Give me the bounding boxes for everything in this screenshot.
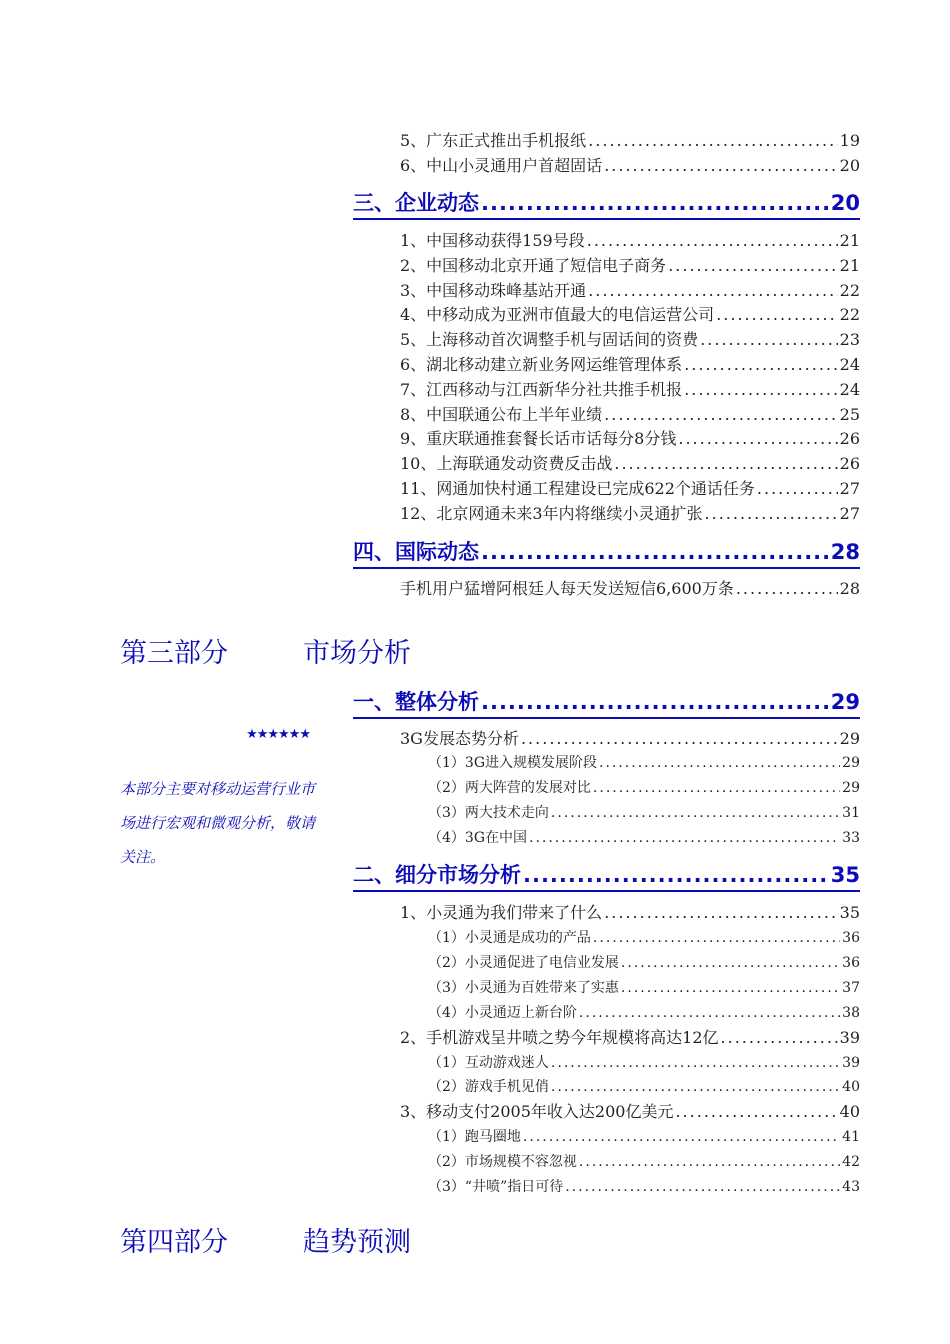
toc-entry-page: 36 [842, 930, 860, 946]
leader-dots [757, 478, 838, 500]
toc-entry-label: 2、手机游戏呈井喷之势今年规模将高达12亿 [400, 1028, 719, 1047]
part-number: 第三部分 [120, 638, 228, 669]
part-heading [120, 637, 411, 671]
toc-section-heading[interactable] [353, 538, 860, 569]
toc-entry[interactable] [400, 728, 860, 750]
toc-subentry[interactable] [428, 778, 860, 798]
toc-entry-page: 38 [842, 1005, 860, 1021]
toc-subentry[interactable] [428, 1152, 860, 1172]
toc-entry-label: 6、中山小灵通用户首超固话 [400, 156, 603, 175]
toc-entry-page: 24 [839, 380, 860, 399]
toc-entry-page: 26 [839, 454, 860, 473]
toc-entry-label: 10、上海联通发动资费反击战 [400, 454, 613, 473]
toc-entry[interactable] [400, 329, 860, 351]
leader-dots [588, 280, 837, 302]
toc-entry-label: （4）小灵通迈上新台阶 [428, 1005, 577, 1021]
toc-entry-page: 40 [839, 1102, 860, 1121]
toc-entry-label: （3）两大技术走向 [428, 805, 549, 821]
toc-entry-label: 3G发展态势分析 [400, 729, 519, 748]
toc-section-heading[interactable] [353, 189, 860, 220]
toc-entry-page: 26 [839, 429, 860, 448]
toc-entry-label: 6、湖北移动建立新业务网运维管理体系 [400, 355, 683, 374]
toc-entry[interactable] [400, 304, 860, 326]
toc-entry-label: 手机用户猛增阿根廷人每天发送短信6,600万条 [400, 579, 734, 598]
leader-dots [604, 155, 837, 177]
toc-entry-page: 29 [839, 729, 860, 748]
leader-dots [678, 428, 837, 450]
toc-subentry[interactable] [428, 803, 860, 823]
toc-entry-label: （2）两大阵营的发展对比 [428, 780, 591, 796]
leader-dots [721, 1027, 838, 1049]
decorative-stars: ★★★★★★ [246, 727, 310, 742]
leader-dots [614, 453, 837, 475]
toc-subentry[interactable] [428, 828, 860, 848]
toc-entry-page: 43 [842, 1179, 860, 1195]
toc-subentry[interactable] [428, 1127, 860, 1147]
toc-entry-page: 33 [842, 830, 860, 846]
toc-subentry[interactable] [428, 953, 860, 973]
toc-subentry[interactable] [428, 1053, 860, 1073]
toc-entry-label: （1）互动游戏迷人 [428, 1055, 549, 1071]
toc-entry[interactable] [400, 379, 860, 401]
leader-dots [668, 255, 837, 277]
section-page: 29 [830, 690, 860, 714]
part-heading [120, 1226, 411, 1260]
toc-entry[interactable] [400, 155, 860, 177]
leader-dots [593, 778, 840, 798]
toc-entry-label: 5、广东正式推出手机报纸 [400, 131, 587, 150]
toc-subentry[interactable] [428, 753, 860, 773]
section-page: 20 [830, 191, 860, 215]
toc-entry-label: （1）小灵通是成功的产品 [428, 930, 591, 946]
toc-subentry[interactable] [428, 928, 860, 948]
leader-dots [705, 503, 838, 525]
leader-dots [621, 978, 840, 998]
toc-entry[interactable] [400, 428, 860, 450]
toc-entry-label: 5、上海移动首次调整手机与固话间的资费 [400, 330, 699, 349]
toc-entry-page: 21 [839, 256, 860, 275]
toc-entry-page: 39 [842, 1055, 860, 1071]
leader-dots [551, 803, 840, 823]
toc-entry[interactable] [400, 902, 860, 924]
leader-dots [684, 379, 837, 401]
toc-entry-label: 7、江西移动与江西新华分社共推手机报 [400, 380, 683, 399]
toc-entry-page: 28 [839, 579, 860, 598]
part-note: 本部分主要对移动运营行业市场进行宏观和微观分析，敬请关注。 [120, 780, 316, 866]
leader-dots [481, 688, 829, 716]
toc-entry[interactable] [400, 255, 860, 277]
section-label: 四、国际动态 [353, 540, 479, 564]
toc-entry-label: 1、中国移动获得159号段 [400, 231, 585, 250]
toc-entry-label: （3）小灵通为百姓带来了实惠 [428, 980, 619, 996]
leader-dots [529, 828, 840, 848]
toc-entry[interactable] [400, 130, 860, 152]
toc-entry-label: 9、重庆联通推套餐长话市话每分8分钱 [400, 429, 677, 448]
toc-entry-label: 1、小灵通为我们带来了什么 [400, 903, 603, 922]
toc-entry[interactable] [400, 230, 860, 252]
leader-dots [604, 404, 837, 426]
toc-entry-page: 39 [839, 1028, 860, 1047]
leader-dots [523, 861, 829, 889]
leader-dots [588, 130, 837, 152]
toc-entry-page: 37 [842, 980, 860, 996]
toc-subentry[interactable] [428, 978, 860, 998]
toc-entry-label: 4、中移动成为亚洲市值最大的电信运营公司 [400, 305, 715, 324]
leader-dots [565, 1177, 840, 1197]
leader-dots [716, 304, 837, 326]
leader-dots [599, 753, 840, 773]
toc-entry[interactable] [400, 280, 860, 302]
toc-entry[interactable] [400, 1027, 860, 1049]
part-number: 第四部分 [120, 1227, 228, 1258]
toc-entry-page: 27 [839, 504, 860, 523]
section-label: 三、企业动态 [353, 191, 479, 215]
toc-entry-page: 21 [839, 231, 860, 250]
leader-dots [587, 230, 838, 252]
toc-entry[interactable] [400, 478, 860, 500]
toc-entry[interactable] [400, 1101, 860, 1123]
toc-entry-page: 24 [839, 355, 860, 374]
toc-entry-page: 19 [839, 131, 860, 150]
toc-entry-page: 22 [839, 305, 860, 324]
toc-entry[interactable] [400, 453, 860, 475]
toc-entry[interactable] [400, 503, 860, 525]
section-page: 35 [830, 863, 860, 887]
toc-entry-label: 11、网通加快村通工程建设已完成622个通话任务 [400, 479, 755, 498]
toc-entry-label: （1）跑马圈地 [428, 1129, 521, 1145]
toc-entry[interactable] [400, 354, 860, 376]
toc-entry-label: 8、中国联通公布上半年业绩 [400, 405, 603, 424]
toc-entry-label: （4）3G在中国 [428, 830, 527, 846]
leader-dots [604, 902, 837, 924]
toc-section-heading[interactable] [353, 688, 860, 719]
leader-dots [523, 1127, 840, 1147]
leader-dots [481, 189, 829, 217]
leader-dots [579, 1152, 840, 1172]
section-label: 二、细分市场分析 [353, 863, 521, 887]
part-title: 趋势预测 [303, 1227, 411, 1258]
leader-dots [481, 538, 829, 566]
toc-entry-label: 3、移动支付2005年收入达200亿美元 [400, 1102, 674, 1121]
toc-entry-label: （2）小灵通促进了电信业发展 [428, 955, 619, 971]
leader-dots [684, 354, 837, 376]
toc-subentry[interactable] [428, 1077, 860, 1097]
toc-entry-label: （3）“井喷”指日可待 [428, 1179, 564, 1195]
toc-entry-page: 36 [842, 955, 860, 971]
leader-dots [621, 953, 840, 973]
toc-entry-page: 29 [842, 755, 860, 771]
toc-entry-label: （1）3G进入规模发展阶段 [428, 755, 597, 771]
toc-entry-page: 27 [839, 479, 860, 498]
leader-dots [675, 1101, 837, 1123]
toc-subentry[interactable] [428, 1003, 860, 1023]
toc-entry-page: 35 [839, 903, 860, 922]
toc-entry-page: 42 [842, 1154, 860, 1170]
toc-entry-page: 25 [839, 405, 860, 424]
toc-entry-page: 40 [842, 1079, 860, 1095]
leader-dots [551, 1053, 840, 1073]
toc-entry[interactable] [400, 578, 860, 600]
section-page: 28 [830, 540, 860, 564]
toc-entry-label: （2）市场规模不容忽视 [428, 1154, 577, 1170]
section-label: 一、整体分析 [353, 690, 479, 714]
toc-entry-label: 2、中国移动北京开通了短信电子商务 [400, 256, 667, 275]
toc-entry-page: 22 [839, 281, 860, 300]
leader-dots [579, 1003, 840, 1023]
toc-entry-label: （2）游戏手机见俏 [428, 1079, 549, 1095]
toc-entry-page: 20 [839, 156, 860, 175]
part-title: 市场分析 [303, 638, 411, 669]
toc-subentry[interactable] [428, 1177, 860, 1197]
toc-section-heading[interactable] [353, 861, 860, 892]
leader-dots [593, 928, 840, 948]
leader-dots [551, 1077, 840, 1097]
toc-entry[interactable] [400, 404, 860, 426]
toc-entry-page: 29 [842, 780, 860, 796]
toc-entry-label: 12、北京网通未来3年内将继续小灵通扩张 [400, 504, 703, 523]
leader-dots [700, 329, 837, 351]
leader-dots [736, 578, 838, 600]
toc-entry-page: 31 [842, 805, 860, 821]
toc-entry-page: 41 [842, 1129, 860, 1145]
toc-entry-page: 23 [839, 330, 860, 349]
leader-dots [521, 728, 838, 750]
toc-entry-label: 3、中国移动珠峰基站开通 [400, 281, 587, 300]
